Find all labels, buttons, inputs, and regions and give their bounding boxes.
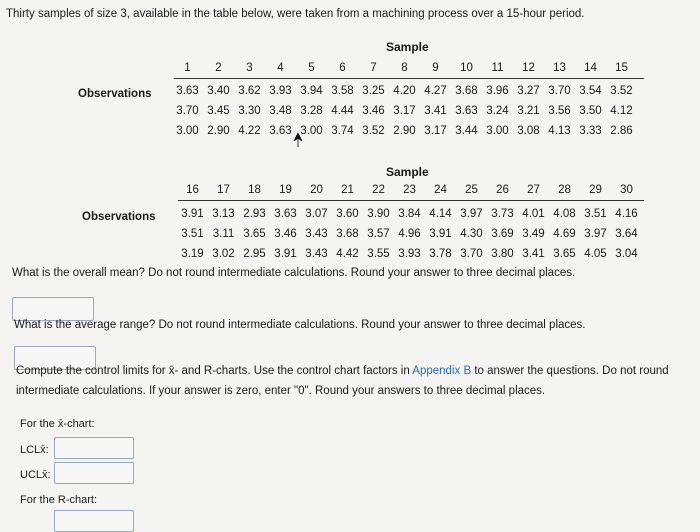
observation-value: 3.91: [429, 228, 452, 240]
sample-number: 4: [277, 62, 284, 74]
observation-value: 3.91: [181, 208, 204, 220]
observation-value: 4.12: [610, 105, 633, 117]
observation-value: 4.08: [553, 208, 576, 220]
observation-value: 3.60: [336, 208, 359, 220]
table1-divider: [174, 78, 644, 79]
observation-row: [177, 244, 642, 264]
observation-value: 3.40: [207, 85, 230, 97]
xbar-chart-heading: For the x̄-chart:: [20, 418, 95, 430]
observation-value: 3.00: [300, 125, 323, 137]
r-chart-input-partial[interactable]: [54, 510, 134, 532]
overall-mean-input[interactable]: [12, 297, 94, 321]
lcl-xbar-input[interactable]: [54, 437, 134, 459]
sample-number: 7: [370, 62, 377, 74]
observation-value: 3.70: [548, 85, 571, 97]
observation-value: 3.74: [331, 125, 354, 137]
observation-value: 4.30: [460, 228, 483, 240]
observation-value: 4.05: [584, 248, 607, 260]
table1-body: [172, 81, 637, 141]
sample-number: 15: [615, 62, 628, 74]
observation-row: [177, 224, 642, 244]
observation-value: 3.41: [522, 248, 545, 260]
r-chart-heading: For the R-chart:: [20, 494, 98, 506]
observation-value: 2.90: [207, 125, 230, 137]
observation-value: 3.68: [336, 228, 359, 240]
observation-value: 3.91: [274, 248, 297, 260]
observation-value: 3.02: [212, 248, 235, 260]
sample-number: 1: [184, 62, 191, 74]
observation-value: 3.43: [305, 228, 328, 240]
table1-row-label: Observations: [78, 88, 152, 100]
observation-value: 2.95: [243, 248, 266, 260]
observation-value: 3.48: [269, 105, 292, 117]
sample-number: 5: [308, 62, 315, 74]
observation-value: 3.00: [486, 125, 509, 137]
observation-value: 3.63: [269, 125, 292, 137]
observation-value: 3.44: [455, 125, 478, 137]
sample-number: 8: [401, 62, 408, 74]
observation-value: 3.69: [491, 228, 514, 240]
observation-value: 3.50: [579, 105, 602, 117]
observation-value: 2.93: [243, 208, 266, 220]
observation-value: 4.44: [331, 105, 354, 117]
lcl-xbar-label: LCLx̄:: [20, 444, 49, 456]
observation-value: 3.11: [212, 228, 235, 240]
observation-value: 3.63: [176, 85, 199, 97]
question-control-limits-line1: Compute the control limits for x̄- and R-charts. Use the control chart factors in Appendix B to answer the questions. Do not round: [16, 365, 669, 377]
observation-value: 3.28: [300, 105, 323, 117]
sample-number: 20: [310, 184, 323, 196]
observation-value: 4.42: [336, 248, 359, 260]
observation-value: 3.21: [517, 105, 540, 117]
observation-value: 3.80: [491, 248, 514, 260]
observation-value: 3.57: [367, 228, 390, 240]
mouse-cursor-icon: [292, 133, 304, 147]
observation-value: 3.55: [367, 248, 390, 260]
table2-header: [177, 184, 642, 196]
observation-value: 3.73: [491, 208, 514, 220]
sample-number: 16: [186, 184, 199, 196]
observation-value: 3.78: [429, 248, 452, 260]
observation-value: 3.70: [460, 248, 483, 260]
sample-number: 3: [246, 62, 253, 74]
observation-value: 3.65: [243, 228, 266, 240]
observation-value: 3.63: [455, 105, 478, 117]
sample-number: 30: [620, 184, 633, 196]
observation-value: 3.46: [274, 228, 297, 240]
sample-number: 27: [527, 184, 540, 196]
sample-number: 14: [584, 62, 597, 74]
observation-value: 3.43: [305, 248, 328, 260]
sample-number: 23: [403, 184, 416, 196]
sample-number: 21: [341, 184, 354, 196]
observation-value: 3.45: [207, 105, 230, 117]
observation-value: 3.52: [610, 85, 633, 97]
question-overall-mean: What is the overall mean? Do not round intermediate calculations. Round your answer to three decimal places.: [12, 267, 576, 279]
observation-value: 3.94: [300, 85, 323, 97]
observation-value: 3.08: [517, 125, 540, 137]
observation-row: [172, 121, 637, 141]
sample-number: 17: [217, 184, 230, 196]
observation-value: 3.93: [269, 85, 292, 97]
observation-value: 4.01: [522, 208, 545, 220]
observation-value: 3.46: [362, 105, 385, 117]
observation-value: 3.96: [486, 85, 509, 97]
sample-number: 11: [491, 62, 504, 74]
sample-number: 24: [434, 184, 447, 196]
sample-number: 29: [589, 184, 602, 196]
observation-value: 4.20: [393, 85, 416, 97]
appendix-b-link[interactable]: Appendix B: [412, 365, 472, 377]
sample-number: 12: [522, 62, 535, 74]
question-control-limits-line2: intermediate calculations. If your answer is zero, enter "0". Round your answers to three decimal places.: [16, 385, 546, 397]
ucl-xbar-input[interactable]: [54, 462, 134, 484]
observation-value: 3.56: [548, 105, 571, 117]
sample-number: 9: [432, 62, 439, 74]
table2-divider: [178, 200, 644, 201]
sample-number: 25: [465, 184, 478, 196]
observation-value: 3.19: [181, 248, 204, 260]
observation-value: 4.69: [553, 228, 576, 240]
sample-number: 22: [372, 184, 385, 196]
table2-title: Sample: [386, 165, 429, 179]
observation-value: 3.84: [398, 208, 421, 220]
observation-value: 3.17: [393, 105, 416, 117]
observation-row: [177, 204, 642, 224]
observation-row: [172, 81, 637, 101]
observation-value: 3.97: [584, 228, 607, 240]
table1-header: [172, 62, 637, 74]
observation-value: 4.16: [615, 208, 638, 220]
sample-number: 19: [279, 184, 292, 196]
sample-number: 28: [558, 184, 571, 196]
observation-value: 3.13: [212, 208, 235, 220]
observation-value: 3.04: [615, 248, 638, 260]
sample-number: 6: [339, 62, 346, 74]
observation-value: 3.68: [455, 85, 478, 97]
observation-value: 3.41: [424, 105, 447, 117]
sample-number: 18: [248, 184, 261, 196]
observation-value: 4.27: [424, 85, 447, 97]
observation-value: 3.17: [424, 125, 447, 137]
observation-value: 3.07: [305, 208, 328, 220]
problem-intro: Thirty samples of size 3, available in the table below, were taken from a machining process over a 15-hour period.: [6, 8, 585, 20]
observation-value: 3.65: [553, 248, 576, 260]
sample-number: 13: [553, 62, 566, 74]
observation-value: 3.51: [181, 228, 204, 240]
ucl-xbar-label: UCLx̄:: [20, 469, 51, 481]
observation-value: 3.54: [579, 85, 602, 97]
observation-value: 4.13: [548, 125, 571, 137]
observation-value: 4.22: [238, 125, 261, 137]
sample-number: 10: [460, 62, 473, 74]
observation-value: 3.30: [238, 105, 261, 117]
observation-value: 3.52: [362, 125, 385, 137]
observation-value: 3.64: [615, 228, 638, 240]
observation-value: 3.90: [367, 208, 390, 220]
observation-value: 3.00: [176, 125, 199, 137]
sample-number: 26: [496, 184, 509, 196]
observation-value: 4.96: [398, 228, 421, 240]
observation-value: 3.51: [584, 208, 607, 220]
observation-value: 3.33: [579, 125, 602, 137]
observation-value: 3.62: [238, 85, 261, 97]
table2-row-label: Observations: [82, 211, 156, 223]
observation-value: 3.70: [176, 105, 199, 117]
observation-value: 2.86: [610, 125, 633, 137]
observation-value: 3.58: [331, 85, 354, 97]
observation-value: 2.90: [393, 125, 416, 137]
observation-value: 3.24: [486, 105, 509, 117]
observation-value: 3.49: [522, 228, 545, 240]
observation-value: 3.93: [398, 248, 421, 260]
observation-value: 3.27: [517, 85, 540, 97]
table2-body: [177, 204, 642, 264]
observation-value: 4.14: [429, 208, 452, 220]
table1-title: Sample: [386, 40, 429, 54]
observation-value: 3.63: [274, 208, 297, 220]
question-average-range: What is the average range? Do not round intermediate calculations. Round your answer to three decimal places.: [14, 319, 586, 331]
observation-value: 3.97: [460, 208, 483, 220]
sample-number: 2: [215, 62, 222, 74]
observation-value: 3.25: [362, 85, 385, 97]
observation-row: [172, 101, 637, 121]
